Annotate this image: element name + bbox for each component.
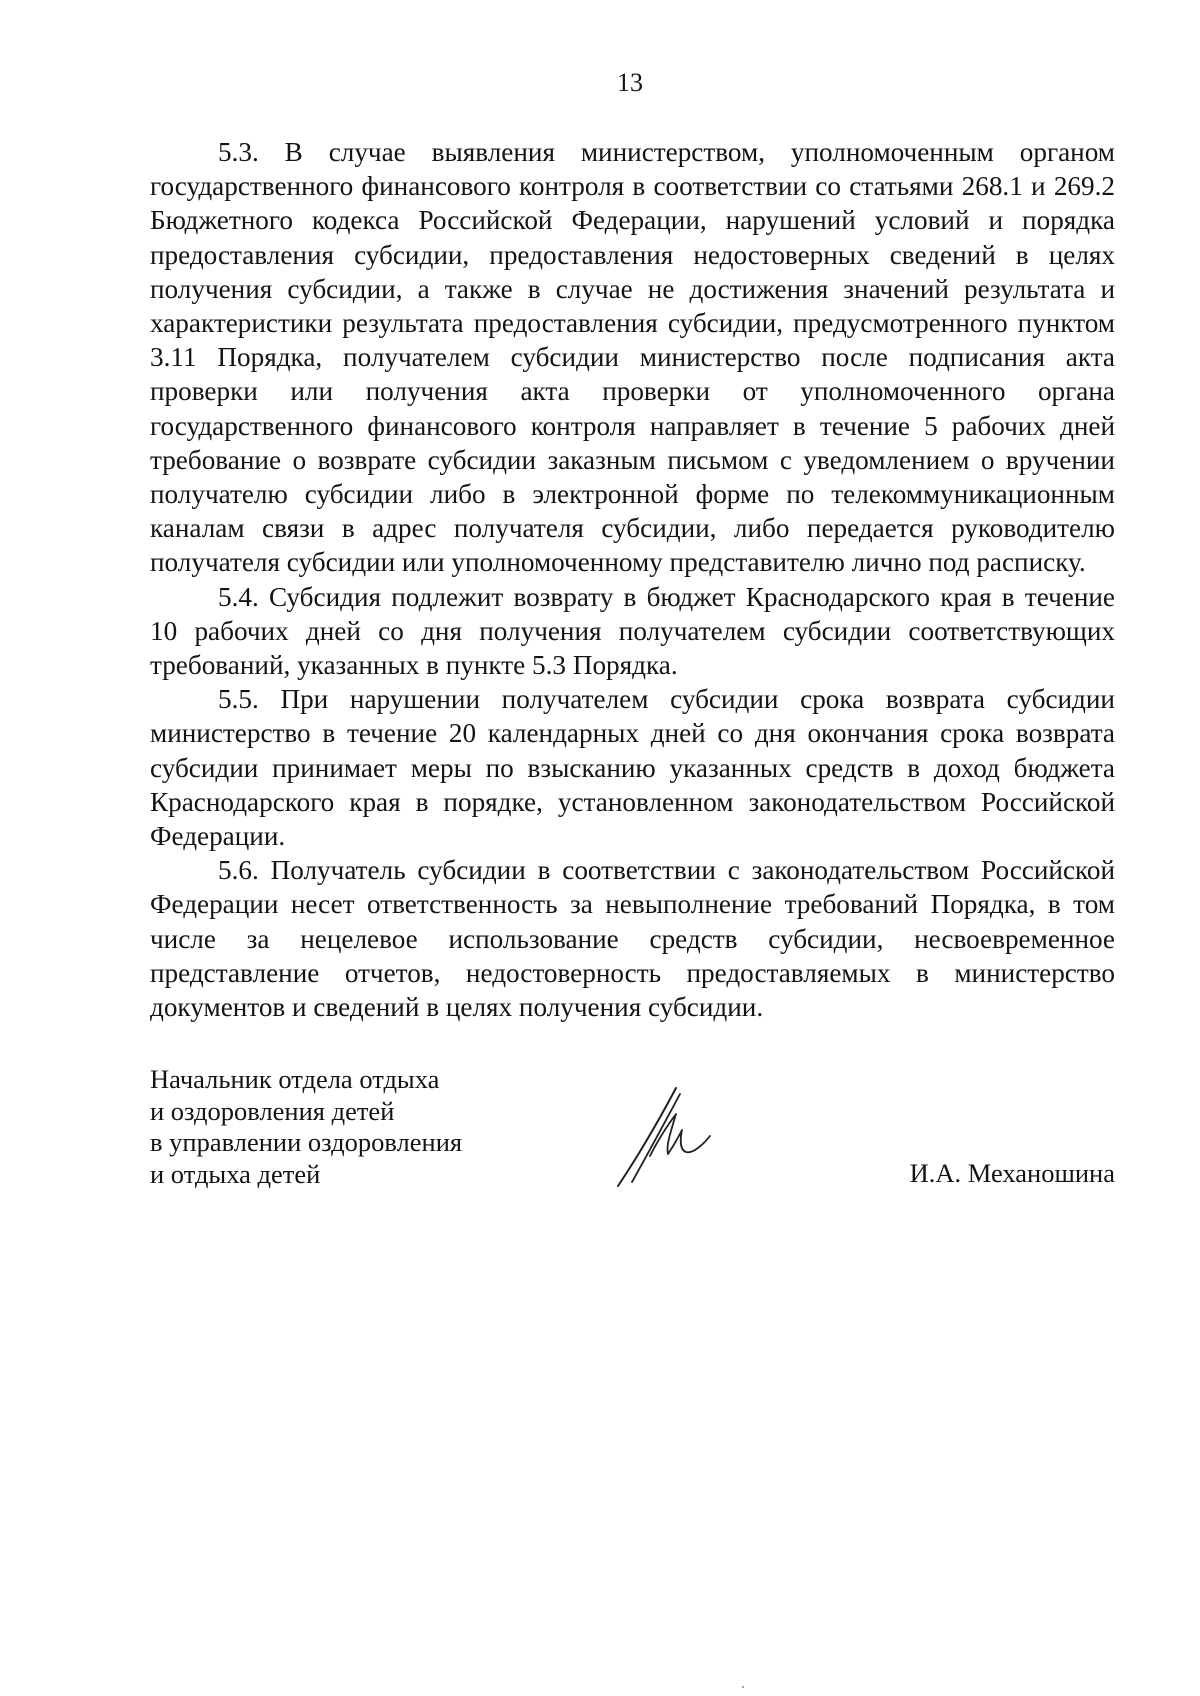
paragraph-5-4: 5.4. Субсидия подлежит возврату в бюджет Краснодарского края в течение 10 рабочих дней со дня получения получателем субсидии соответствующих требований, указанных в пункте 5.3 Порядка. — [150, 581, 1115, 681]
signer-position-line: и оздоровления детей — [150, 1095, 395, 1126]
signer-position-line: в управлении оздоровления — [150, 1127, 463, 1157]
paragraph-5-6: 5.6. Получатель субсидии в соответствии с законодательством Российской Федерации несет ответственность за невыполнение требований Порядка, в том числе за нецелевое использование средств субсидии, несвоевременное представление отчетов, недостоверность предоставляемых в министерство документов и сведений в целях получения субсидии. — [150, 855, 1115, 1023]
signer-position-line: Начальник отдела отдыха — [150, 1064, 440, 1094]
paragraph-5-3: 5.3. В случае выявления министерством, уполномоченным органом государственного финансового контроля в соответствии со статьями 268.1 и 269.2 Бюджетного кодекса Российской Федерации, нарушений условий и порядка предоставления субсидии, предоставления недостоверных сведений в целях получения субсидии, а также в случае не достижения значений результата и характеристики результата предоставления субсидии, предусмотренного пунктом 3.11 Порядка, получателем субсидии министерство после подписания акта проверки или получения акта проверки от уполномоченного органа государственного финансового контроля направляет в течение 5 рабочих дней требование о возврате субсидии заказным письмом с уведомлением о вручении получателю субсидии либо в электронной форме по телекоммуникационным каналам связи в адрес получателя субсидии, либо передается руководителю получателя субсидии или уполномоченному представителю лично под расписку. — [150, 137, 1115, 578]
signer-name: И.А. Механошина — [909, 1158, 1115, 1188]
signer-position-line: и отдыха детей — [150, 1158, 321, 1189]
document-body — [150, 135, 1115, 1024]
page-number: 13 — [617, 68, 643, 97]
signature-block — [150, 1064, 1115, 1214]
scan-artifact — [742, 1686, 744, 1688]
handwritten-signature — [610, 1084, 730, 1189]
signer-position — [150, 1064, 462, 1190]
paragraph-5-5: 5.5. При нарушении получателем субсидии срока возврата субсидии министерство в течение 20 календарных дней со дня окончания срока возврата субсидии принимает меры по взысканию указанных средств в доход бюджета Краснодарского края в порядке, установленном законодательством Российской Федерации. — [150, 684, 1115, 852]
